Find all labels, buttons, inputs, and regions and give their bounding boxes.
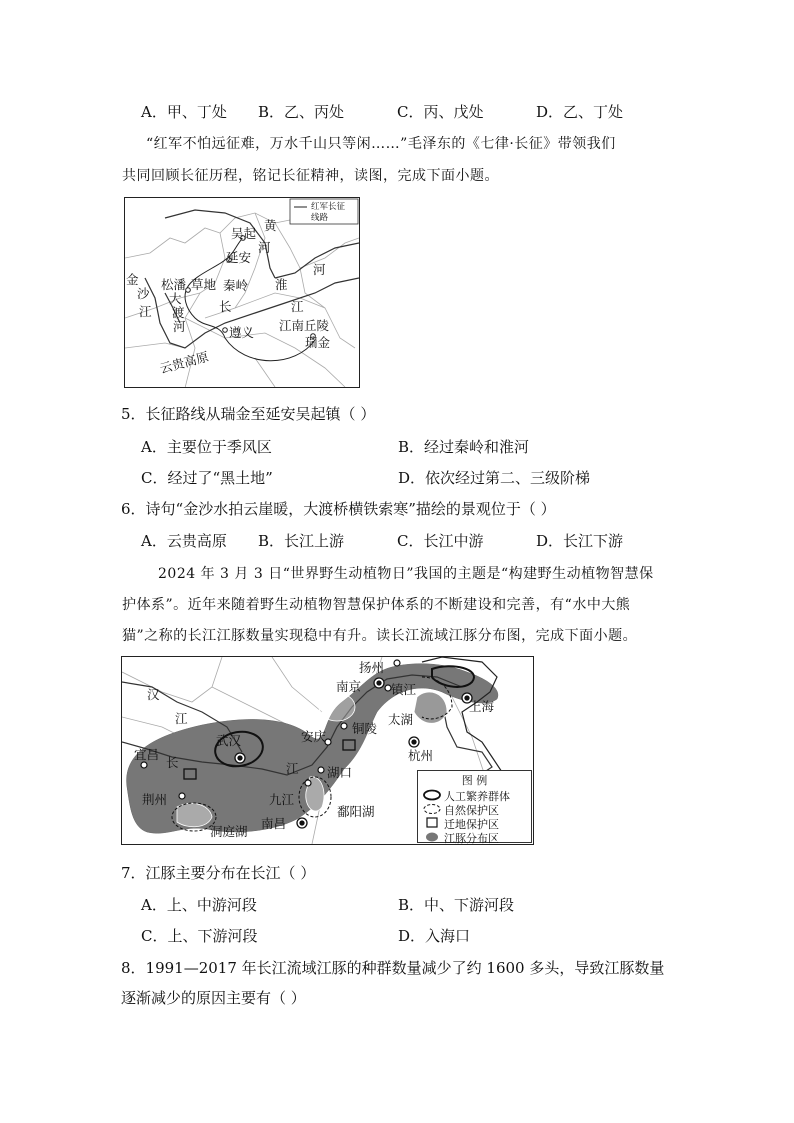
q7-option-d: D．入海口 bbox=[398, 927, 471, 945]
label-dongting: 洞庭湖 bbox=[210, 824, 248, 839]
label-caodi: 草地 bbox=[191, 277, 217, 292]
label-nanjing: 南京 bbox=[336, 679, 362, 694]
label-anqing: 安庆 bbox=[301, 729, 327, 744]
label-jiang-han: 江 bbox=[175, 711, 188, 726]
label-jiangnan: 江南丘陵 bbox=[279, 318, 330, 333]
porpoise-map bbox=[121, 656, 534, 845]
legend-label: 人工繁养群体 bbox=[444, 790, 510, 803]
q5-option-d: D．依次经过第二、三级阶梯 bbox=[398, 469, 591, 487]
label-wuqi: 吴起 bbox=[231, 226, 257, 241]
q4-option-b: B．乙、丙处 bbox=[258, 103, 345, 121]
label-huang: 黄 bbox=[264, 218, 277, 233]
label-yanan: 延安 bbox=[226, 250, 252, 265]
q7-stem: 7．江豚主要分布在长江（ ） bbox=[121, 864, 316, 882]
legend-breeding-symbol bbox=[422, 789, 442, 801]
q6-stem: 6．诗句“金沙水拍云崖暖，大渡桥横铁索寒”描绘的景观位于（ ） bbox=[121, 500, 556, 518]
label-poyang: 鄱阳湖 bbox=[337, 804, 375, 819]
q5-stem: 5．长征路线从瑞金至延安吴起镇（ ） bbox=[121, 405, 376, 423]
label-jin: 金 bbox=[126, 272, 139, 287]
label-songpan: 松潘 bbox=[161, 277, 187, 292]
legend-item-exsitu bbox=[422, 816, 531, 830]
map1-legend-line2: 线路 bbox=[311, 213, 329, 223]
label-chang: 长 bbox=[166, 755, 179, 770]
q4-option-d: D．乙、丁处 bbox=[536, 103, 624, 121]
passage2-line3: 猫”之称的长江江豚数量实现稳中有升。读长江流域江豚分布图，完成下面小题。 bbox=[122, 628, 638, 644]
legend-item-reserve bbox=[422, 802, 531, 816]
label-yichang: 宜昌 bbox=[134, 747, 160, 762]
label-tongling: 铜陵 bbox=[352, 721, 378, 736]
q8-line1: 8．1991—2017 年长江流域江豚的种群数量减少了约 1600 多头，导致江豚数量 bbox=[121, 959, 665, 977]
passage2-line2: 护体系”。近年来随着野生动植物智慧保护体系的不断建设和完善，有“水中大熊 bbox=[122, 597, 631, 613]
label-han: 汉 bbox=[147, 687, 160, 702]
q7-option-b: B．中、下游河段 bbox=[398, 896, 515, 914]
label-jiang: 江 bbox=[286, 761, 299, 776]
label-qinling: 秦岭 bbox=[223, 278, 249, 293]
q7-option-c: C．上、下游河段 bbox=[141, 927, 258, 945]
q6-option-c: C．长江中游 bbox=[397, 532, 484, 550]
label-huai: 淮 bbox=[275, 277, 288, 292]
q6-option-a: A．云贵高原 bbox=[141, 532, 227, 550]
label-zhenjiang: 镇江 bbox=[391, 682, 417, 697]
label-yungui: 云贵高原 bbox=[158, 348, 211, 377]
passage2-line1: 2024 年 3 月 3 日“世界野生动植物日”我国的主题是“构建野生动植物智慧保 bbox=[158, 566, 654, 582]
legend-exsitu-symbol bbox=[422, 817, 442, 829]
label-da: 大 bbox=[169, 291, 182, 306]
legend-reserve-symbol bbox=[422, 803, 442, 815]
legend-title: 图 例 bbox=[461, 774, 488, 787]
long-march-map bbox=[124, 197, 360, 388]
legend-label: 迁地保护区 bbox=[444, 818, 499, 831]
label-he: 河 bbox=[258, 240, 271, 255]
label-chang: 长 bbox=[219, 299, 232, 314]
passage1-line2: 共同回顾长征历程，铭记长征精神，读图，完成下面小题。 bbox=[122, 168, 499, 184]
legend-item-breeding bbox=[422, 788, 531, 802]
label-he3: 河 bbox=[173, 319, 186, 334]
map1-legend-line1: 红军长征 bbox=[311, 202, 346, 212]
label-du: 渡 bbox=[172, 305, 185, 320]
legend-label: 江豚分布区 bbox=[444, 832, 499, 845]
label-shanghai: 上海 bbox=[469, 699, 495, 714]
q7-option-a: A．上、中游河段 bbox=[141, 896, 257, 914]
passage1-line1: “红军不怕远征难，万水千山只等闲……”毛泽东的《七律·长征》带领我们 bbox=[146, 136, 616, 152]
label-jiujiang: 九江 bbox=[269, 792, 295, 807]
label-he2: 河 bbox=[313, 262, 326, 277]
q4-option-a: A．甲、丁处 bbox=[141, 103, 227, 121]
label-jiang-w: 江 bbox=[139, 304, 152, 319]
label-ruijin: 瑞金 bbox=[305, 335, 331, 350]
label-wuhan: 武汉 bbox=[216, 733, 242, 748]
label-zunyi: 遵义 bbox=[229, 325, 255, 340]
label-yangzhou: 扬州 bbox=[359, 660, 385, 675]
q5-option-c: C．经过了“黑土地” bbox=[141, 469, 273, 487]
q4-option-c: C．丙、戊处 bbox=[397, 103, 484, 121]
map2-legend bbox=[417, 770, 532, 843]
label-taihu: 太湖 bbox=[388, 712, 414, 727]
legend-item-distribution bbox=[422, 830, 531, 844]
label-sha: 沙 bbox=[137, 286, 150, 301]
q6-option-d: D．长江下游 bbox=[536, 532, 624, 550]
label-jingzhou: 荆州 bbox=[142, 792, 168, 807]
q5-option-b: B．经过秦岭和淮河 bbox=[398, 438, 530, 456]
q6-option-b: B．长江上游 bbox=[258, 532, 345, 550]
label-nanchang: 南昌 bbox=[261, 816, 287, 831]
label-hangzhou: 杭州 bbox=[408, 748, 434, 763]
q8-line2: 逐渐减少的原因主要有（ ） bbox=[121, 989, 306, 1007]
label-hukou: 湖口 bbox=[327, 765, 353, 780]
label-jiang-e: 江 bbox=[291, 299, 304, 314]
legend-label: 自然保护区 bbox=[444, 804, 499, 817]
q5-option-a: A．主要位于季风区 bbox=[141, 438, 272, 456]
legend-distribution-symbol bbox=[422, 831, 442, 843]
